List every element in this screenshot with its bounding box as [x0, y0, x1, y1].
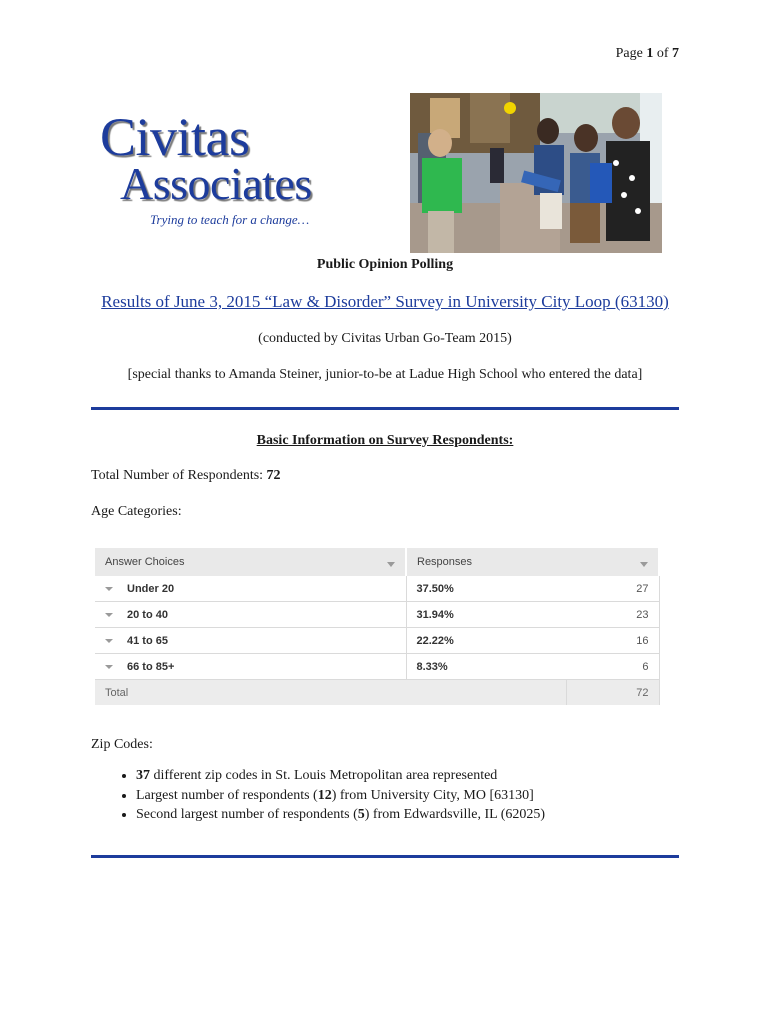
expand-chevron-icon[interactable]	[105, 639, 113, 643]
logo-line1: Civitas	[100, 107, 250, 167]
table-total-row	[95, 680, 659, 706]
header-answer-choices[interactable]: Answer Choices	[95, 548, 406, 576]
expand-chevron-icon[interactable]	[105, 665, 113, 669]
total-label: Total	[95, 680, 567, 706]
zip-codes-label: Zip Codes:	[91, 737, 153, 752]
page-number: Page 1 of 7	[615, 46, 679, 61]
total-respondents-label: Total Number of Respondents:	[91, 468, 264, 483]
expand-chevron-icon[interactable]	[105, 587, 113, 591]
list-item: • Second largest number of respondents (5) from Edwardsville, IL (62025)	[136, 805, 545, 825]
total-respondents-line	[91, 468, 281, 484]
table-row: Under 20 37.50% 27	[95, 576, 659, 602]
table-row: 20 to 40 31.94% 23	[95, 602, 659, 628]
civitas-logo	[100, 108, 330, 238]
sort-chevron-icon[interactable]	[640, 562, 648, 567]
total-count: 72	[567, 680, 659, 706]
conducted-by-note: (conducted by Civitas Urban Go-Team 2015)	[258, 331, 512, 346]
list-item: • 37 different zip codes in St. Louis Metropolitan area represented	[136, 766, 545, 786]
total-respondents-value: 72	[266, 468, 281, 483]
expand-chevron-icon[interactable]	[105, 613, 113, 617]
header-responses[interactable]: Responses	[406, 548, 659, 576]
divider-top	[91, 407, 679, 410]
basic-info-heading: Basic Information on Survey Respondents:	[256, 433, 514, 448]
sort-chevron-icon[interactable]	[387, 562, 395, 567]
age-categories-label: Age Categories:	[91, 504, 182, 519]
thanks-note: [special thanks to Amanda Steiner, junior-to-be at Ladue High School who entered the data]	[127, 367, 643, 382]
zip-codes-list	[91, 766, 545, 825]
divider-bottom	[91, 855, 679, 858]
logo-tagline: Trying to teach for a change…	[150, 212, 310, 227]
logo-line2: Associates	[120, 158, 312, 209]
section-heading-polling: Public Opinion Polling	[316, 257, 454, 272]
table-row: 66 to 85+ 8.33% 6	[95, 654, 659, 680]
age-categories-table	[95, 548, 660, 705]
table-row: 41 to 65 22.22% 16	[95, 628, 659, 654]
survey-team-photo	[410, 93, 662, 253]
report-title: Results of June 3, 2015 “Law & Disorder” Survey in University City Loop (63130)	[101, 292, 669, 311]
list-item: • Largest number of respondents (12) from University City, MO [63130]	[136, 786, 545, 806]
